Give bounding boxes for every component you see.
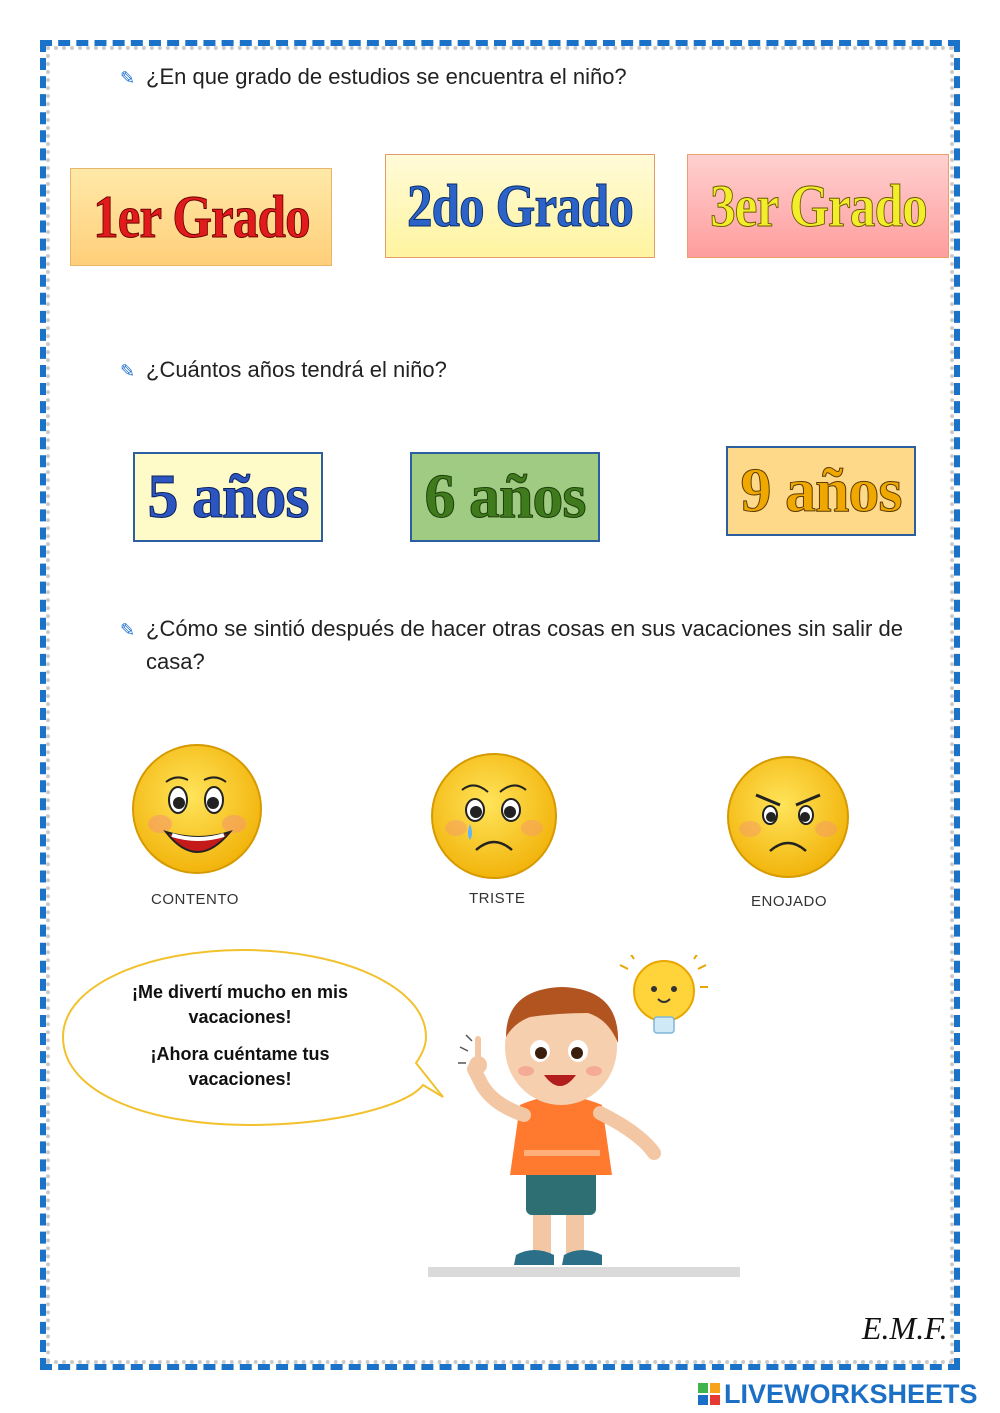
- brand-text: LIVEWORKSHEETS: [724, 1378, 978, 1409]
- happy-face-icon[interactable]: [130, 742, 264, 876]
- speech-line-2: ¡Ahora cuéntame tus vacaciones!: [150, 1044, 330, 1089]
- speech-line-1: ¡Me divertí mucho en mis vacaciones!: [131, 982, 349, 1027]
- option-grade-1[interactable]: 1er Grado: [70, 168, 332, 266]
- question-age: [120, 353, 447, 388]
- label-triste: TRISTE: [469, 890, 526, 907]
- angry-face-icon[interactable]: [726, 755, 850, 879]
- option-grade-2[interactable]: 2do Grado: [385, 154, 655, 258]
- brand-logo: [698, 1378, 978, 1410]
- question-grade: [120, 60, 627, 95]
- option-grade-3[interactable]: 3er Grado: [687, 154, 949, 258]
- speech-text: [100, 980, 380, 1104]
- lightbulb-icon: [620, 955, 708, 1033]
- boy-illustration: [428, 955, 748, 1280]
- label-contento: CONTENTO: [151, 891, 239, 908]
- pencil-icon: ✎: [120, 620, 136, 640]
- label-enojado: ENOJADO: [751, 893, 828, 910]
- pencil-icon: ✎: [120, 361, 136, 381]
- question-feeling: [120, 612, 940, 678]
- option-age-5[interactable]: 5 años: [133, 452, 323, 542]
- option-age-6[interactable]: 6 años: [410, 452, 600, 542]
- question-age-text: ¿Cuántos años tendrá el niño?: [146, 357, 447, 382]
- option-age-9[interactable]: 9 años: [726, 446, 916, 536]
- sad-face-icon[interactable]: [430, 752, 558, 880]
- question-grade-text: ¿En que grado de estudios se encuentra el niño?: [146, 64, 627, 89]
- pencil-icon: ✎: [120, 68, 136, 88]
- liveworksheets-icon: [698, 1383, 720, 1405]
- question-feeling-text: ¿Cómo se sintió después de hacer otras cosas en sus vacaciones sin salir de casa?: [146, 616, 903, 674]
- author-signature: E.M.F.: [862, 1310, 948, 1346]
